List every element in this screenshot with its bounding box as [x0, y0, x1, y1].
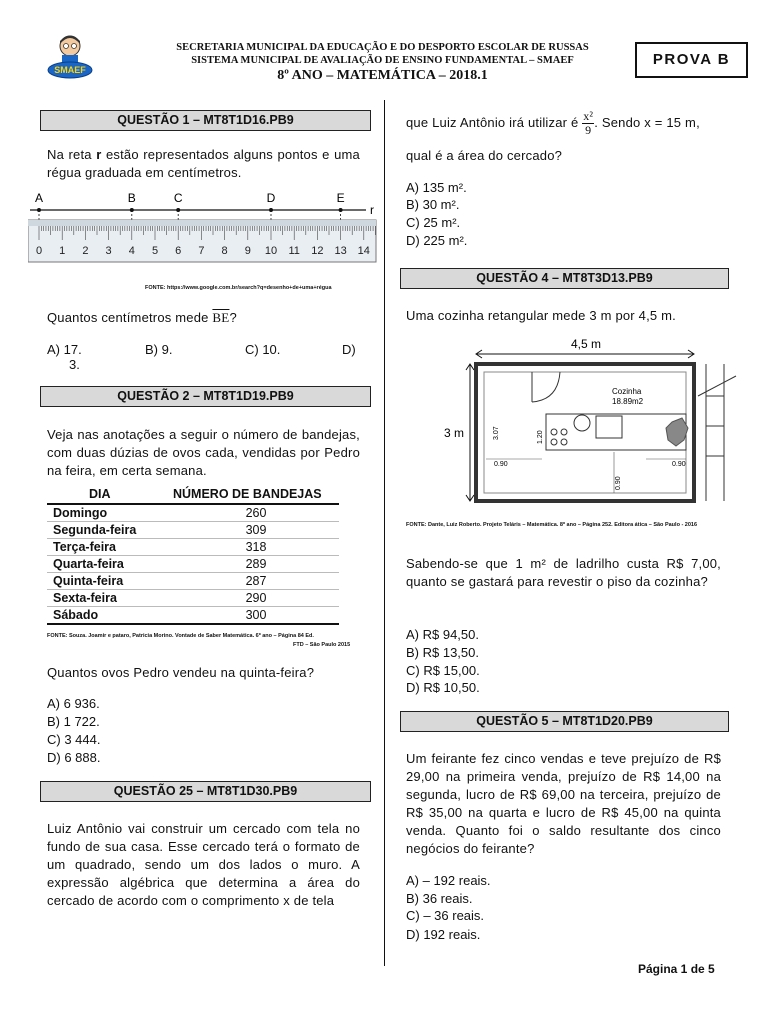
q4-source-text: FONTE: Dante, Luiz Roberto. Projeto Teláris – Matemática. 8º ano – Página 252. Editora ática – São Paulo - 2016: [406, 522, 698, 528]
point-label: E: [336, 191, 345, 205]
prova-badge: [635, 42, 748, 78]
day-cell: Sábado: [47, 607, 173, 625]
ruler-number: 13: [334, 245, 347, 257]
value-cell: 287: [173, 573, 339, 590]
q2-question: Quantos ovos Pedro vendeu na quinta-feira?: [47, 665, 315, 680]
day-cell: Domingo: [47, 504, 173, 522]
q1-question-b: ?: [229, 310, 237, 325]
col-num-header: NÚMERO DE BANDEJAS: [173, 487, 339, 504]
q1-text-r: r: [96, 147, 102, 162]
ruler-number: 8: [221, 245, 228, 257]
q25-option-c[interactable]: C) 25 m².: [406, 215, 461, 230]
q25-option-b[interactable]: B) 30 m².: [406, 197, 460, 212]
q2-title: QUESTÃO 2 – MT8T1D19.PB9: [40, 386, 371, 407]
column-divider: [384, 100, 385, 966]
plan-label-090a: 0.90: [494, 461, 508, 468]
ruler-number: 6: [175, 245, 182, 257]
point-label: C: [173, 191, 183, 205]
day-cell: Quinta-feira: [47, 573, 173, 590]
q25-option-a[interactable]: A) 135 m².: [406, 180, 467, 195]
value-cell: 260: [173, 504, 339, 522]
q1-question: [47, 309, 367, 327]
plan-label-090c: 0.90: [615, 476, 622, 490]
segment-be: $\overline{BE}$: [212, 310, 230, 325]
ruler-number: 14: [357, 245, 370, 257]
q25-option-d[interactable]: D) 225 m².: [406, 233, 468, 248]
point-label: A: [34, 191, 44, 205]
value-cell: 289: [173, 556, 339, 573]
q1-option-d-value: 3.: [69, 357, 80, 372]
smaef-logo: [44, 32, 96, 80]
plan-label-120: 1.20: [537, 430, 544, 444]
q25-cont-b: . Sendo x = 15 m,: [594, 114, 700, 130]
q5-text: Um feirante fez cinco vendas e teve prejuízo de R$ 29,00 na primeira venda, prejuízo de R$ 14,00 na segunda, lucro de R$ 69,00 na terceira, prejuízo de R$ 35,00 na quarta e lucro de R$ 45,00 na quinta venda. Quanto foi o saldo resultante dos cinco negócios do feirante?: [406, 751, 721, 856]
q4-text: Uma cozinha retangular mede 3 m por 4,5 m.: [406, 308, 676, 323]
q1-text: [47, 146, 360, 182]
width-label: 4,5 m: [570, 337, 602, 351]
line-r-label: r: [370, 203, 374, 217]
q4-option-d[interactable]: D) R$ 10,50.: [406, 680, 480, 695]
q1-option-d[interactable]: D): [342, 342, 356, 357]
q2-option-c[interactable]: C) 3 444.: [47, 732, 101, 747]
q5-title: QUESTÃO 5 – MT8T1D20.PB9: [400, 711, 729, 732]
page-number: Página 1 de 5: [638, 962, 715, 976]
height-label: 3 m: [444, 426, 465, 440]
ruler-number: 12: [311, 245, 324, 257]
table-row: [47, 590, 339, 607]
table-row: [47, 607, 339, 625]
fraction-denominator: 9: [585, 123, 592, 137]
q4-option-c[interactable]: C) R$ 15,00.: [406, 663, 480, 678]
ruler-number: 4: [128, 245, 135, 257]
q25-title: QUESTÃO 25 – MT8T1D30.PB9: [40, 781, 371, 802]
q25-cont-a: que Luiz Antônio irá utilizar é: [406, 114, 583, 130]
kitchen-plan: [436, 336, 752, 516]
q5-option-b[interactable]: B) 36 reais.: [406, 891, 473, 906]
q5-option-d[interactable]: D) 192 reais.: [406, 927, 481, 942]
q1-title: QUESTÃO 1 – MT8T1D16.PB9: [40, 110, 371, 131]
q1-source: FONTE: https://www.google.com.br/search?q=desenho+de+uma+régua: [145, 285, 332, 291]
q25-question: qual é a área do cercado?: [406, 148, 563, 163]
room-name: Cozinha: [612, 387, 642, 396]
q4-title: QUESTÃO 4 – MT8T3D13.PB9: [400, 268, 729, 289]
area-fraction: [582, 110, 594, 137]
q4-source: [406, 522, 726, 529]
q2-option-d[interactable]: D) 6 888.: [47, 750, 101, 765]
ruler-number: 3: [105, 245, 112, 257]
ruler-number: 7: [198, 245, 205, 257]
header-line-3: 8º ANO – MATEMÁTICA – 2018.1: [277, 68, 488, 83]
q5-option-c[interactable]: C) – 36 reais.: [406, 908, 485, 923]
table-row: [47, 504, 339, 522]
value-cell: 290: [173, 590, 339, 607]
point-label: B: [127, 191, 136, 205]
q1-question-a: Quantos centímetros mede: [47, 310, 213, 325]
plan-label-090b: 0.90: [672, 461, 686, 468]
value-cell: 318: [173, 539, 339, 556]
q2-source-2: FTD – São Paulo 2015: [293, 642, 351, 648]
table-row: [47, 556, 339, 573]
q1-text-a: Na reta: [47, 147, 97, 162]
day-cell: Quarta-feira: [47, 556, 173, 573]
table-row: [47, 522, 339, 539]
value-cell: 300: [173, 607, 339, 625]
q25-continuation: [406, 110, 728, 137]
q1-text-b: estão representados alguns pontos e uma régua graduada em centímetros.: [47, 147, 360, 180]
ruler-number: 10: [264, 245, 278, 257]
q5-option-a[interactable]: A) – 192 reais.: [406, 873, 491, 888]
day-cell: Segunda-feira: [47, 522, 173, 539]
q2-source-1: FONTE: Souza. Joamir e pataro, Patricia Morino. Vontade de Saber Matemática. 6º ano – Página 84 Ed.: [47, 633, 314, 639]
point-label: D: [266, 191, 276, 205]
ruler-number: 1: [59, 245, 66, 257]
q2-text: Veja nas anotações a seguir o número de bandejas, com duas dúzias de ovos cada, vendidas por Pedro na feira, em certa semana.: [47, 427, 360, 478]
ruler-number: 2: [82, 245, 89, 257]
header-line-2: SISTEMA MUNICIPAL DE AVALIAÇÃO DE ENSINO FUNDAMENTAL – SMAEF: [191, 55, 574, 66]
day-cell: Terça-feira: [47, 539, 173, 556]
header-line-1: SECRETARIA MUNICIPAL DA EDUCAÇÃO E DO DESPORTO ESCOLAR DE RUSSAS: [176, 42, 589, 53]
ruler-number: 9: [244, 245, 251, 257]
col-day-header: DIA: [47, 487, 173, 504]
fraction-numerator: x²: [583, 109, 594, 123]
q4-option-b[interactable]: B) R$ 13,50.: [406, 645, 479, 660]
table-row: [47, 573, 339, 590]
ruler-figure: [28, 188, 378, 274]
ruler-number: 5: [151, 245, 159, 257]
q2-table: [47, 487, 339, 625]
svg-text:SMAEF: SMAEF: [54, 65, 86, 75]
q2-option-b[interactable]: B) 1 722.: [47, 714, 100, 729]
q4-text-2: Sabendo-se que 1 m² de ladrilho custa R$ 7,00, quanto se gastará para revestir o piso da cozinha?: [406, 556, 721, 589]
ruler-number: 11: [288, 245, 300, 257]
value-cell: 309: [173, 522, 339, 539]
plan-label-307: 3.07: [493, 426, 500, 440]
ruler-number: 0: [35, 245, 43, 257]
table-row: [47, 539, 339, 556]
q1-option-c[interactable]: C) 10.: [245, 342, 281, 357]
q25-text: Luiz Antônio vai construir um cercado com tela no fundo de sua casa. Esse cercado terá o formato de um quadrado, sendo um dos lados o muro. A expressão algébrica que determina a área do cercado de acordo com o comprimento x de tela: [47, 821, 360, 908]
day-cell: Sexta-feira: [47, 590, 173, 607]
prova-label: PROVA B: [652, 51, 731, 68]
q4-option-a[interactable]: A) R$ 94,50.: [406, 627, 479, 642]
q2-option-a[interactable]: A) 6 936.: [47, 696, 100, 711]
q1-option-a[interactable]: A) 17.: [47, 342, 82, 357]
q1-option-b[interactable]: B) 9.: [145, 342, 173, 357]
room-area: 18.89m2: [612, 397, 644, 406]
